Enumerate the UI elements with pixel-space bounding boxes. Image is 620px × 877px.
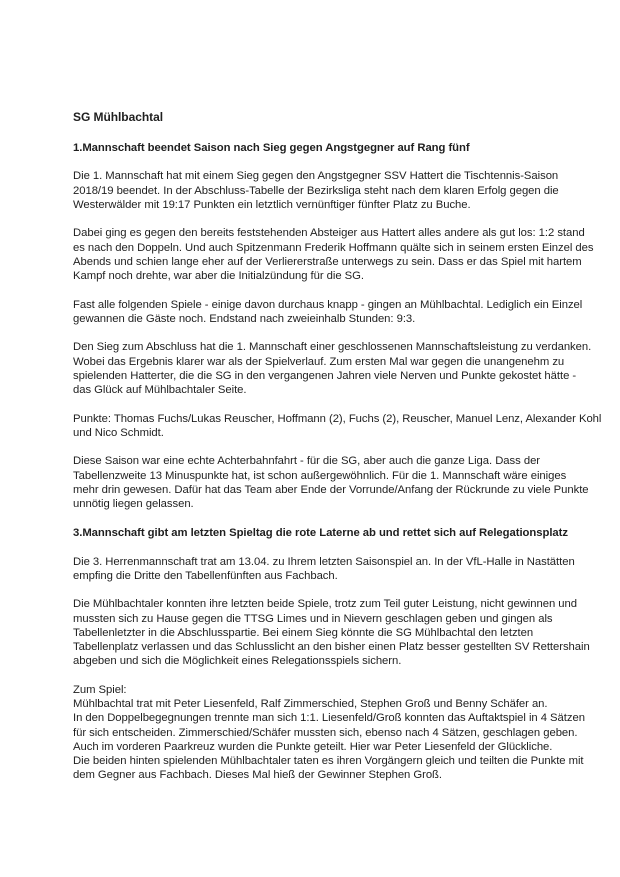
text-line: für sich entscheiden. Zimmerschied/Schäfer mussten sich, ebenso nach 4 Sätzen, geschlagen geben.	[73, 726, 578, 739]
text-line: abgeben und sich die Möglichkeit eines Relegationsspiels sichern.	[73, 655, 402, 668]
text-line: Die Mühlbachtaler konnten ihre letzten beide Spiele, trotz zum Teil guter Leistung, nicht gewinnen und	[73, 598, 577, 611]
text-line: Wobei das Ergebnis klarer war als der Spielverlauf. Zum ersten Mal war gegen die unangenehm zu	[73, 355, 565, 368]
text-line: Den Sieg zum Abschluss hat die 1. Mannschaft einer geschlossenen Mannschaftsleistung zu verdanken.	[73, 341, 592, 354]
paragraph	[73, 169, 593, 212]
text-line: Auch im vorderen Paarkreuz wurden die Punkte geteilt. Hier war Peter Liesenfeld der Glückliche.	[73, 740, 553, 753]
text-line: Tabellenletzter in die Abschlusspartie. Bei einem Sieg könnte die SG Mühlbachtal den letzten	[73, 626, 534, 639]
text-line: Punkte: Thomas Fuchs/Lukas Reuscher, Hoffmann (2), Fuchs (2), Reuscher, Manuel Lenz, Alexander Kohl	[73, 412, 602, 425]
text-line: Abends und schien lange eher auf der Verliererstraße unterwegs zu sein. Dass er das Spiel mit hartem	[73, 255, 582, 268]
section-third-team	[73, 526, 593, 783]
text-line: Die 3. Herrenmannschaft trat am 13.04. zu Ihrem letzten Saisonspiel an. In der VfL-Halle in Nastätten	[73, 555, 575, 568]
paragraph	[73, 340, 593, 397]
text-line: Tabellenzweite 13 Minuspunkte hat, ist schon außergewöhnlich. Für die 1. Mannschaft wäre einiges	[73, 469, 567, 482]
text-line: Die 1. Mannschaft hat mit einem Sieg gegen den Angstgegner SSV Hattert die Tischtennis-Saison	[73, 170, 559, 183]
paragraph	[73, 226, 593, 283]
text-line: Westerwälder mit 19:17 Punkten ein letztlich vernünftiger fünfter Platz zu Buche.	[73, 198, 471, 211]
text-line: Die beiden hinten spielenden Mühlbachtaler taten es ihren Vorgängern gleich und teilten die Punkte mit	[73, 755, 584, 768]
section-heading: 3.Mannschaft gibt am letzten Spieltag die rote Laterne ab und rettet sich auf Relegationsplatz	[73, 526, 568, 539]
text-line: und Nico Schmidt.	[73, 426, 164, 439]
text-line: Dabei ging es gegen den bereits feststehenden Absteiger aus Hattert alles andere als gut los: 1:2 stand	[73, 227, 585, 240]
paragraph	[73, 412, 602, 441]
text-line: mussten sich zu Hause gegen die TTSG Limes und in Nievern geschlagen geben und gingen als	[73, 612, 553, 625]
text-line: empfing die Dritte den Tabellenfünften aus Fachbach.	[73, 569, 338, 582]
text-line: Zum Spiel:	[73, 683, 127, 696]
text-line: Mühlbachtal trat mit Peter Liesenfeld, Ralf Zimmerschied, Stephen Groß und Benny Schäfer an.	[73, 698, 548, 711]
text-line: spielenden Hatterter, die die SG in den vergangenen Jahren viele Nerven und Punkte gekostet hätte -	[73, 369, 577, 382]
text-line: In den Doppelbegegnungen trennte man sich 1:1. Liesenfeld/Groß konnten das Auftaktspiel in 4 Sätzen	[73, 712, 585, 725]
paragraph	[73, 683, 593, 783]
paragraph	[73, 555, 593, 584]
text-line: dem Gegner aus Fachbach. Dieses Mal hieß der Gewinner Stephen Groß.	[73, 769, 443, 782]
text-line: das Glück auf Mühlbachtaler Seite.	[73, 384, 247, 397]
text-line: gewannen die Gäste noch. Endstand nach zweieinhalb Stunden: 9:3.	[73, 312, 416, 325]
document-page	[73, 109, 602, 797]
section-first-team	[73, 141, 602, 512]
paragraph	[73, 597, 593, 668]
text-line: mehr drin gewesen. Dafür hat das Team aber Ende der Vorrunde/Anfang der Rückrunde zu viele Punkte	[73, 483, 589, 496]
text-line: es nach den Doppeln. Und auch Spitzenmann Frederik Hoffmann quälte sich in seinem ersten Einzel des	[73, 241, 594, 254]
paragraph	[73, 454, 593, 511]
text-line: Kampf noch drehte, war aber die Initialzündung für die SG.	[73, 270, 364, 283]
paragraph	[73, 298, 593, 327]
text-line: unnötig liegen gelassen.	[73, 498, 194, 511]
text-line: Diese Saison war eine echte Achterbahnfahrt - für die SG, aber auch die ganze Liga. Dass der	[73, 455, 541, 468]
text-line: Fast alle folgenden Spiele - einige davon durchaus knapp - gingen an Mühlbachtal. Lediglich ein Einzel	[73, 298, 583, 311]
text-line: 2018/19 beendet. In der Abschluss-Tabelle der Bezirksliga steht nach dem klaren Erfolg gegen die	[73, 184, 559, 197]
document-title: SG Mühlbachtal	[73, 110, 163, 124]
text-line: Tabellenplatz verlassen und das Schlusslicht an den bisher einen Platz besser gestellten SV Rettershain	[73, 641, 590, 654]
section-heading: 1.Mannschaft beendet Saison nach Sieg gegen Angstgegner auf Rang fünf	[73, 141, 470, 154]
